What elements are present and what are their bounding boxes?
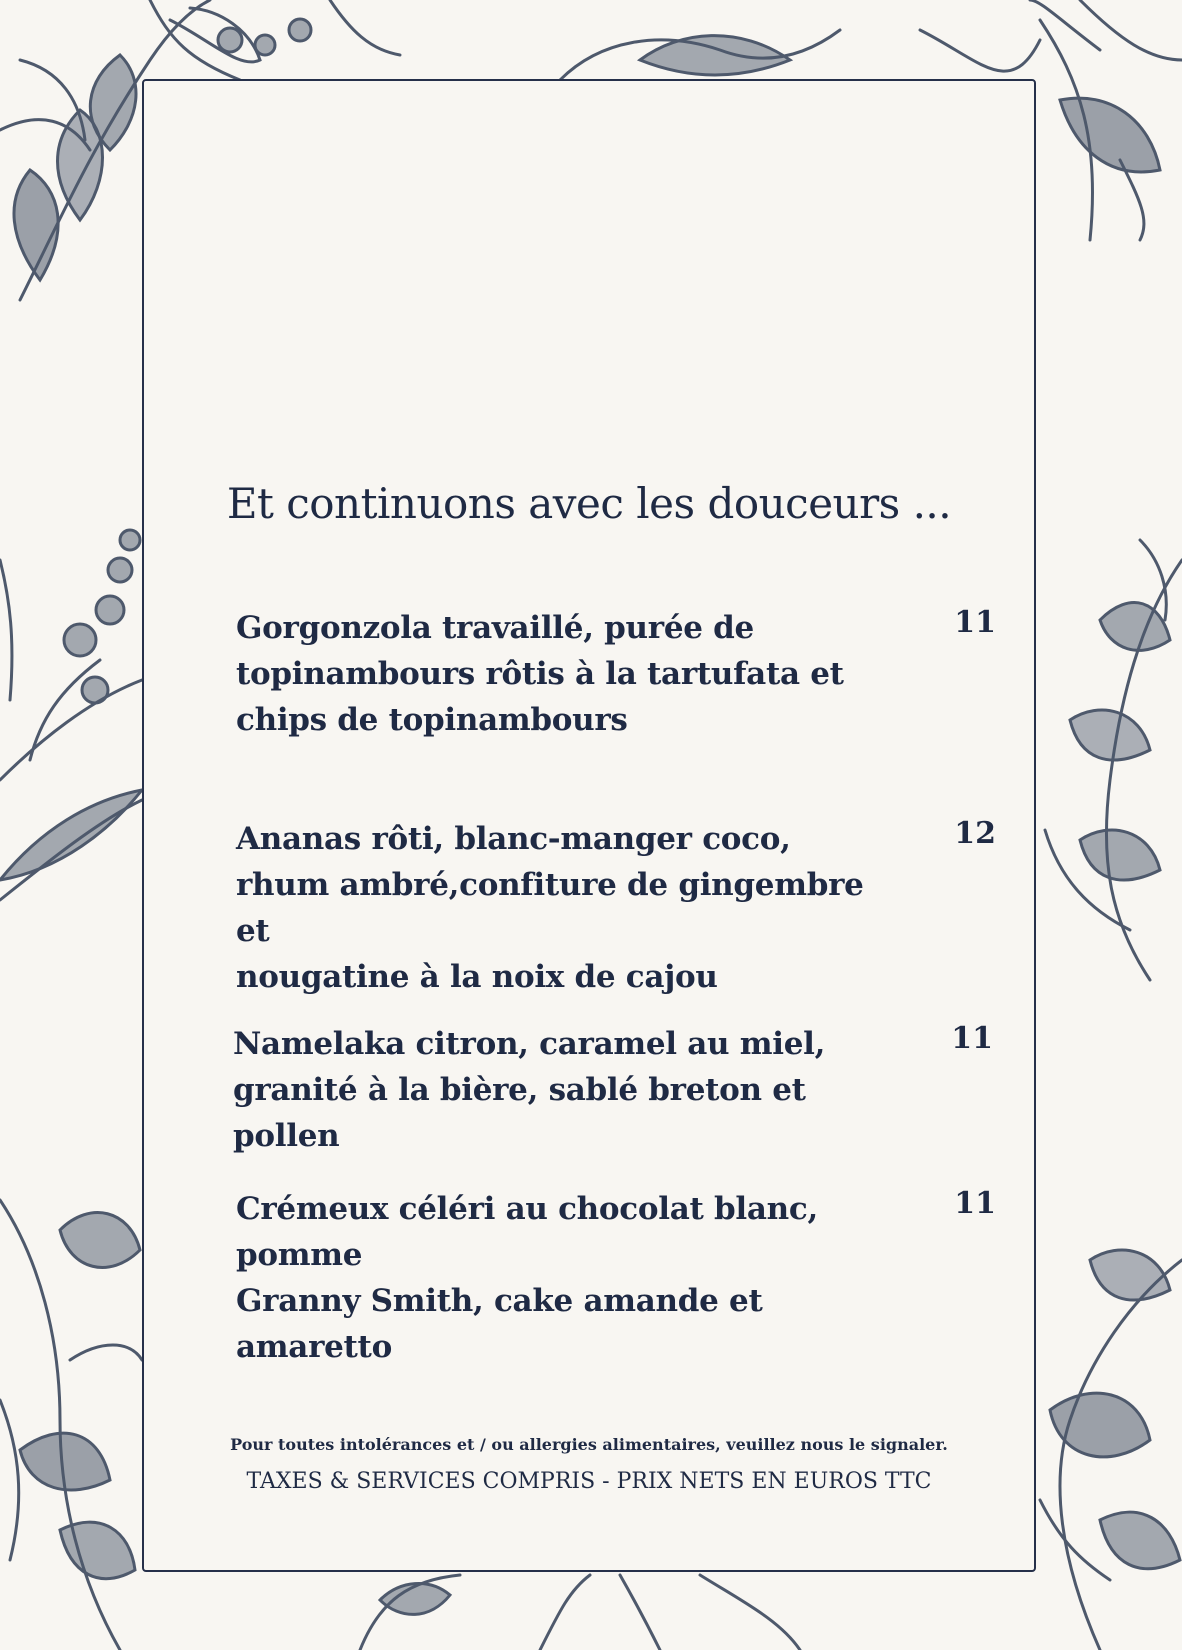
menu-title: Et continuons avec les douceurs ... — [226, 479, 952, 529]
menu-item — [233, 1021, 993, 1159]
menu-item-line: topinambours rôtis à la tartufata et — [236, 656, 844, 692]
menu-item-price: 11 — [954, 1186, 996, 1221]
menu-item-line: Namelaka citron, caramel au miel, — [233, 1026, 826, 1062]
menu-item-description — [236, 605, 896, 743]
menu-item-description — [236, 816, 896, 1000]
menu-item-line: Granny Smith, cake amande et amaretto — [236, 1283, 763, 1365]
menu-item-price: 12 — [954, 816, 996, 851]
menu-item-line: nougatine à la noix de cajou — [236, 959, 718, 995]
menu-item-price: 11 — [954, 605, 996, 640]
menu-item-line: Gorgonzola travaillé, purée de — [236, 610, 754, 646]
menu-item-line: rhum ambré,confiture de gingembre et — [236, 867, 864, 949]
menu-item-price: 11 — [951, 1021, 993, 1056]
menu-item — [236, 1186, 996, 1370]
menu-item — [236, 816, 996, 1000]
menu-item-line: Crémeux céléri au chocolat blanc, pomme — [236, 1191, 818, 1273]
allergy-note: Pour toutes intolérances et / ou allergies alimentaires, veuillez nous le signaler. — [230, 1435, 948, 1454]
menu-item-description — [233, 1021, 893, 1159]
menu-item-description — [236, 1186, 926, 1370]
menu-item-line: Ananas rôti, blanc-manger coco, — [236, 821, 791, 857]
tax-note: TAXES & SERVICES COMPRIS - PRIX NETS EN EUROS TTC — [246, 1469, 932, 1494]
menu-item-line: chips de topinambours — [236, 702, 628, 738]
menu-card — [142, 79, 1036, 1572]
menu-item — [236, 605, 996, 743]
menu-item-line: granité à la bière, sablé breton et pollen — [233, 1072, 806, 1154]
